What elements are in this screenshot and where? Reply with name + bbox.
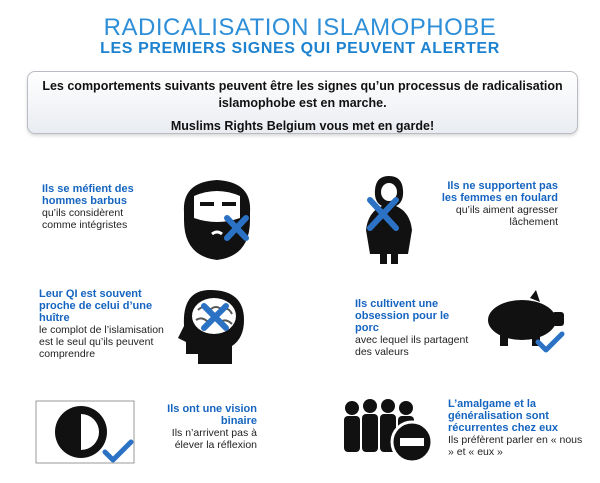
sign-veiled-women <box>433 180 558 228</box>
sign-binary-vision <box>145 403 257 451</box>
sign-low-iq <box>39 288 169 360</box>
sign-bearded-men <box>42 183 147 231</box>
sign-highlight: Ils se méfient des hommes barbus <box>42 183 134 207</box>
pig-icon <box>480 290 575 356</box>
sign-highlight: Ils ne supportent pas les femmes en foulard <box>441 180 558 204</box>
intro-box <box>27 71 578 134</box>
sign-detail: avec lequel ils partagent des valeurs <box>355 334 469 358</box>
brain-head-icon <box>170 286 250 366</box>
bearded-man-icon <box>172 174 262 264</box>
sign-highlight: Ils cultivent une obsession pour le porc <box>355 298 450 334</box>
intro-text: Les comportements suivants peuvent être les signes qu’un processus de radicalisation islamophobe est en marche. <box>42 79 563 110</box>
sign-detail: qu’ils considèrent comme intégristes <box>42 207 128 231</box>
sign-highlight: Ils ont une vision binaire <box>167 403 257 427</box>
crowd-minus-icon <box>338 396 438 468</box>
sign-highlight: L’amalgame et la généralisation sont récurrentes chez eux <box>448 398 559 434</box>
sign-pork-obsession <box>355 298 470 358</box>
sign-detail: Ils n’arrivent pas à élever la réflexion <box>171 427 257 451</box>
sign-detail: Ils préfèrent parler en « nous » et « eux » <box>448 434 583 458</box>
sign-detail: le complot de l’islamisation est le seul qu’ils peuvent comprendre <box>39 324 164 360</box>
page-subtitle: LES PREMIERS SIGNES QUI PEUVENT ALERTER <box>100 40 500 57</box>
veiled-woman-icon <box>362 174 416 266</box>
half-circle-icon <box>35 400 135 468</box>
sign-highlight: Leur QI est souvent proche de celui d’une huître <box>39 288 153 324</box>
sign-generalisation <box>448 398 588 458</box>
intro-warning: Muslims Rights Belgium vous met en garde! <box>170 119 435 133</box>
page-title: RADICALISATION ISLAMOPHOBE <box>103 14 497 41</box>
sign-detail: qu’ils aiment agresser lâchement <box>455 204 558 228</box>
